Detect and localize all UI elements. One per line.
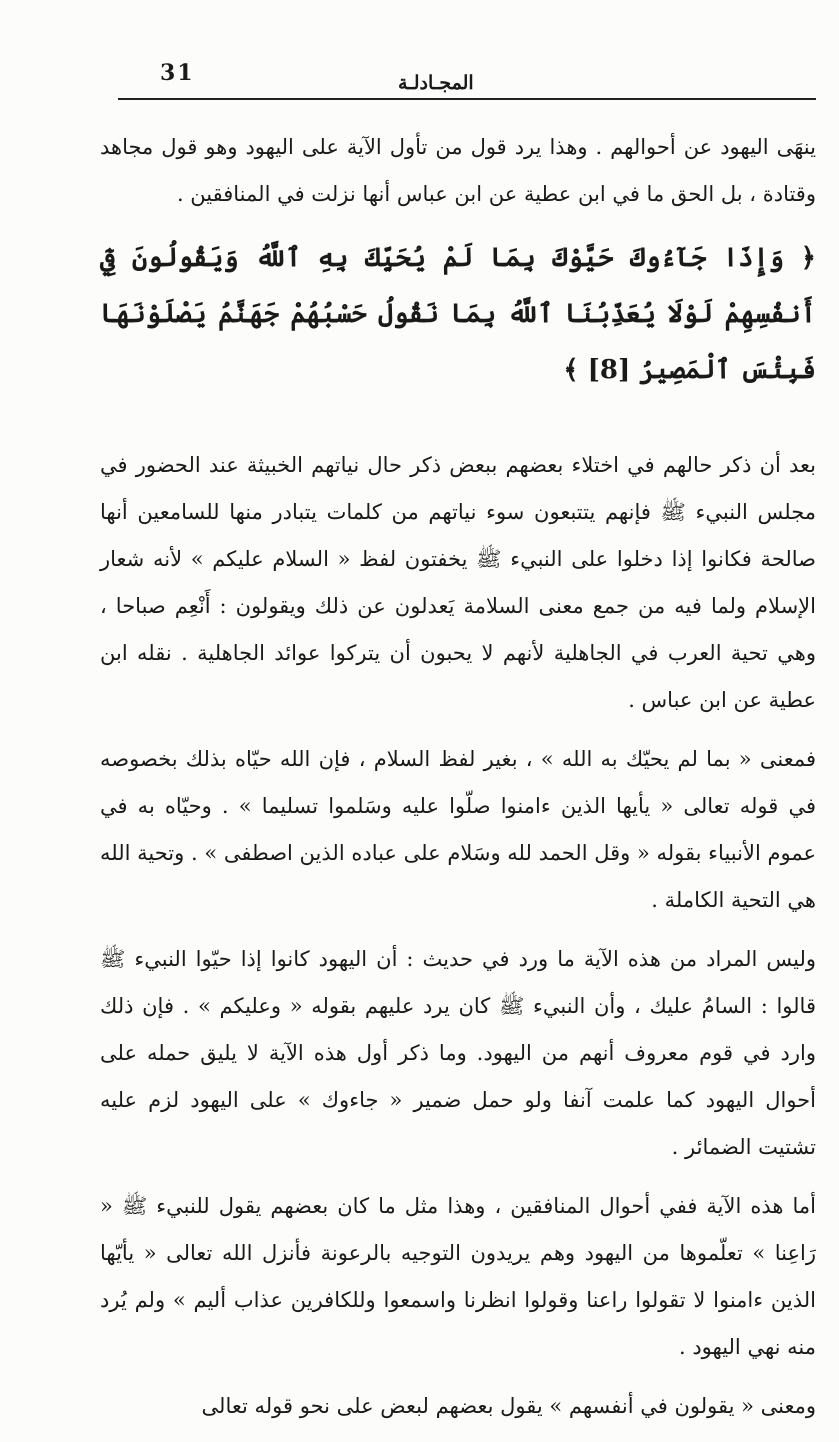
paragraph-intro: ينهَى اليهود عن أحوالهم . وهذا يرد قول من تأول الآية على اليهود وهو قول مجاهد وقتادة ، بل الحق ما في ابن عطية عن ابن عباس أنها نزلت في المنافقين . [100,135,816,206]
paragraph-hadith: وليس المراد من هذه الآية ما ورد في حديث : أن اليهود كانوا إذا حيّوا النبيء ﷺ قالوا : السامُ عليك ، وأن النبيء ﷺ كان يرد عليهم بقوله « وعليكم » . فإن ذلك وارد في قوم معروف أنهم من اليهود. وما ذكر أول هذه الآية لا يليق حمله على أحوال اليهود كما علمت آنفا ولو حمل ضمير « جاءوك » على اليهود لزم عليه تشتيت الضمائر . [100,947,816,1159]
paragraph-context: بعد أن ذكر حالهم في اختلاء بعضهم ببعض ذكر حال نياتهم الخبيثة عند الحضور في مجلس النبيء ﷺ فإنهم يتتبعون سوء نياتهم من كلمات يتبادر منها للسامعين أنها صالحة فكانوا إذا دخلوا على النبيء ﷺ يخفتون لفظ « السلام عليكم » لأنه شعار الإسلام ولما فيه من جمع معنى السلامة يَعدلون عن ذلك ويقولون : أَنْعِم صباحا ، وهي تحية العرب في الجاهلية لأنهم لا يحبون أن يتركوا عوائد الجاهلية . نقله ابن عطية عن ابن عباس . [100,453,816,712]
quran-verse: ﴿ وَإِذَا جَآءُوكَ حَيَّوْكَ بِمَا لَمْ يُحَيِّكَ بِهِ ٱللَّهُ وَيَقُولُونَ فِيٓ أَنفُسِهِمْ لَوْلَا يُعَذِّبُنَا ٱللَّهُ بِمَا نَقُولُ حَسْبُهُمْ جَهَنَّمُ يَصْلَوْنَهَا فَبِئْسَ ٱلْمَصِيرُ [8] ﴾ [100,243,816,385]
surah-title: المجـادلـة [398,72,474,94]
page-header [118,58,816,102]
header-divider [118,98,816,100]
paragraph-continuation: ومعنى « يقولون في أنفسهم » يقول بعضهم لبعض على نحو قوله تعالى [201,1394,816,1418]
page-number: 31 [160,60,195,86]
paragraph-meaning: فمعنى « بما لم يحيّك به الله » ، بغير لفظ السلام ، فإن الله حيّاه بذلك بخصوصه في قوله تعالى « يأيها الذين ءامنوا صلّوا عليه وسَلموا تسليما » . وحيّاه به في عموم الأنبياء بقوله « وقل الحمد لله وسَلام على عباده الذين اصطفى » . وتحية الله هي التحية الكاملة . [100,747,816,912]
page-body [100,124,816,1442]
paragraph-hypocrites: أما هذه الآية ففي أحوال المنافقين ، وهذا مثل ما كان بعضهم يقول للنبيء ﷺ « رَاعِنا » تعلّموها من اليهود وهم يريدون التوجيه بالرعونة فأنزل الله تعالى « يأيّها الذين ءامنوا لا تقولوا راعنا وقولوا انظرنا واسمعوا وللكافرين عذاب أليم » ولم يُرد منه نهي اليهود . [100,1194,817,1359]
